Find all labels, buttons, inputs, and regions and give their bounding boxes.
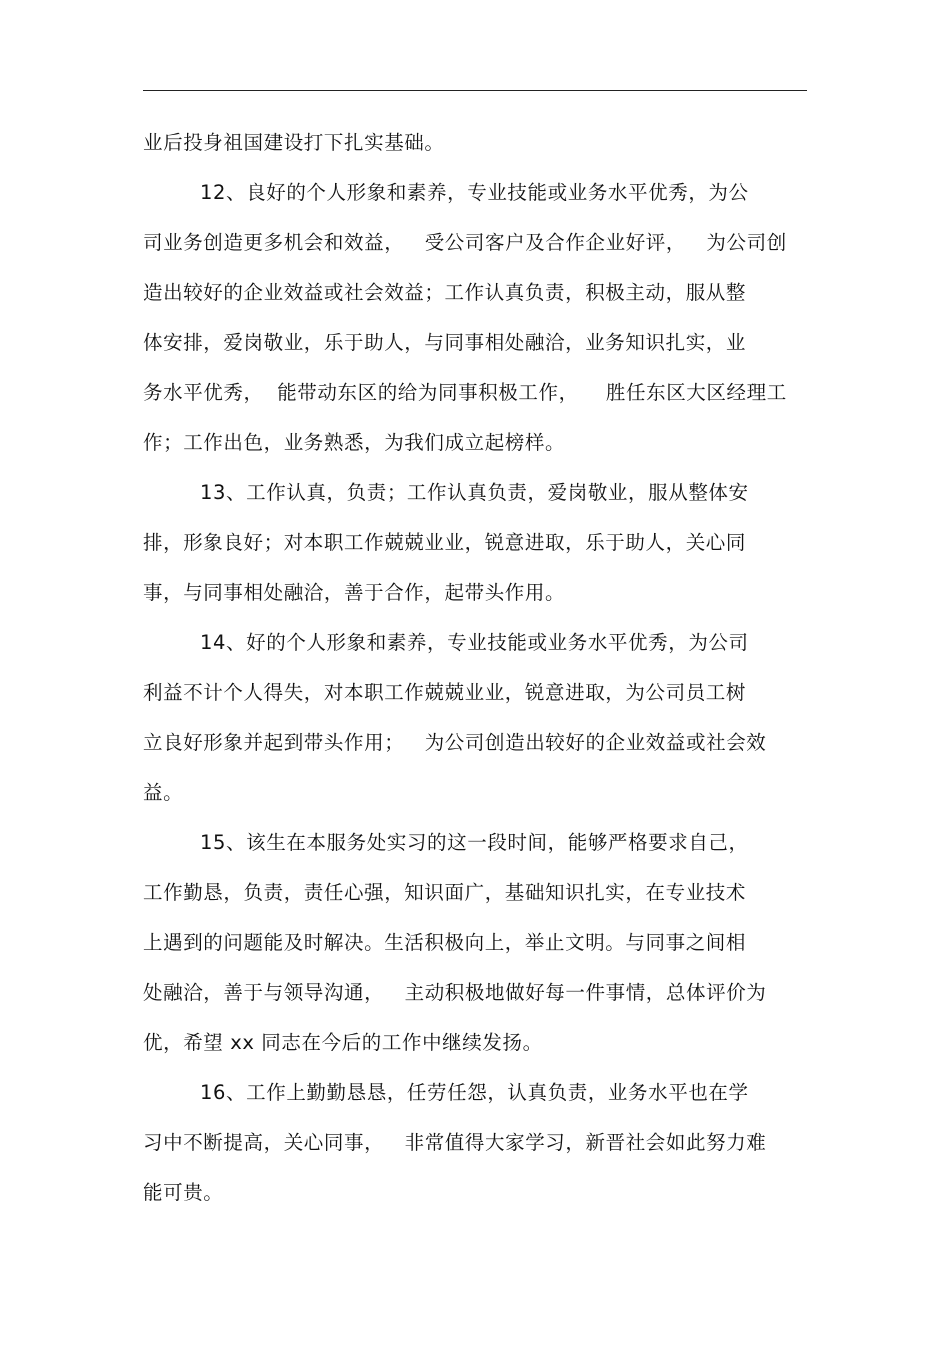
- text-line: 作；工作出色，业务熟悉，为我们成立起榜样。: [143, 431, 566, 454]
- paragraph-item-12: [143, 168, 807, 468]
- paragraph-item-13: [143, 468, 807, 618]
- text-line: 司业务创造更多机会和效益， 受公司客户及合作企业好评， 为公司创: [143, 231, 787, 254]
- text-line: 益。: [143, 781, 184, 804]
- text-line: 务水平优秀， 能带动东区的给为同事积极工作， 胜任东区大区经理工: [143, 381, 787, 404]
- text-line: 优，希望 xx 同志在今后的工作中继续发扬。: [143, 1031, 543, 1054]
- text-line: 体安排，爱岗敬业，乐于助人，与同事相处融洽，业务知识扎实，业: [143, 331, 747, 354]
- paragraph-item-16: [143, 1068, 807, 1218]
- text-line: 15、该生在本服务处实习的这一段时间，能够严格要求自己，: [200, 831, 749, 854]
- header-rule: [143, 90, 807, 91]
- text-line: 业后投身祖国建设打下扎实基础。: [143, 131, 445, 154]
- text-line: 利益不计个人得失，对本职工作兢兢业业，锐意进取，为公司员工树: [143, 681, 747, 704]
- text-line: 习中不断提高，关心同事， 非常值得大家学习，新晋社会如此努力难: [143, 1131, 767, 1154]
- text-line: 上遇到的问题能及时解决。生活积极向上，举止文明。与同事之间相: [143, 931, 747, 954]
- text-line: 工作勤恳，负责，责任心强，知识面广，基础知识扎实，在专业技术: [143, 881, 747, 904]
- text-line: 处融洽，善于与领导沟通， 主动积极地做好每一件事情，总体评价为: [143, 981, 767, 1004]
- text-line: 立良好形象并起到带头作用； 为公司创造出较好的企业效益或社会效: [143, 731, 767, 754]
- text-line: 造出较好的企业效益或社会效益；工作认真负责，积极主动，服从整: [143, 281, 747, 304]
- paragraph-item-15: [143, 818, 807, 1068]
- text-line: 能可贵。: [143, 1181, 224, 1204]
- paragraph-item-14: [143, 618, 807, 818]
- text-line: 13、工作认真，负责；工作认真负责，爱岗敬业，服从整体安: [200, 481, 749, 504]
- paragraph-continued: [143, 118, 807, 168]
- text-line: 事，与同事相处融洽，善于合作，起带头作用。: [143, 581, 566, 604]
- text-line: 12、良好的个人形象和素养，专业技能或业务水平优秀，为公: [200, 181, 749, 204]
- text-line: 14、好的个人形象和素养，专业技能或业务水平优秀，为公司: [200, 631, 749, 654]
- document-body: [143, 118, 807, 1218]
- text-line: 16、工作上勤勤恳恳，任劳任怨，认真负责，业务水平也在学: [200, 1081, 749, 1104]
- text-line: 排，形象良好；对本职工作兢兢业业，锐意进取，乐于助人，关心同: [143, 531, 747, 554]
